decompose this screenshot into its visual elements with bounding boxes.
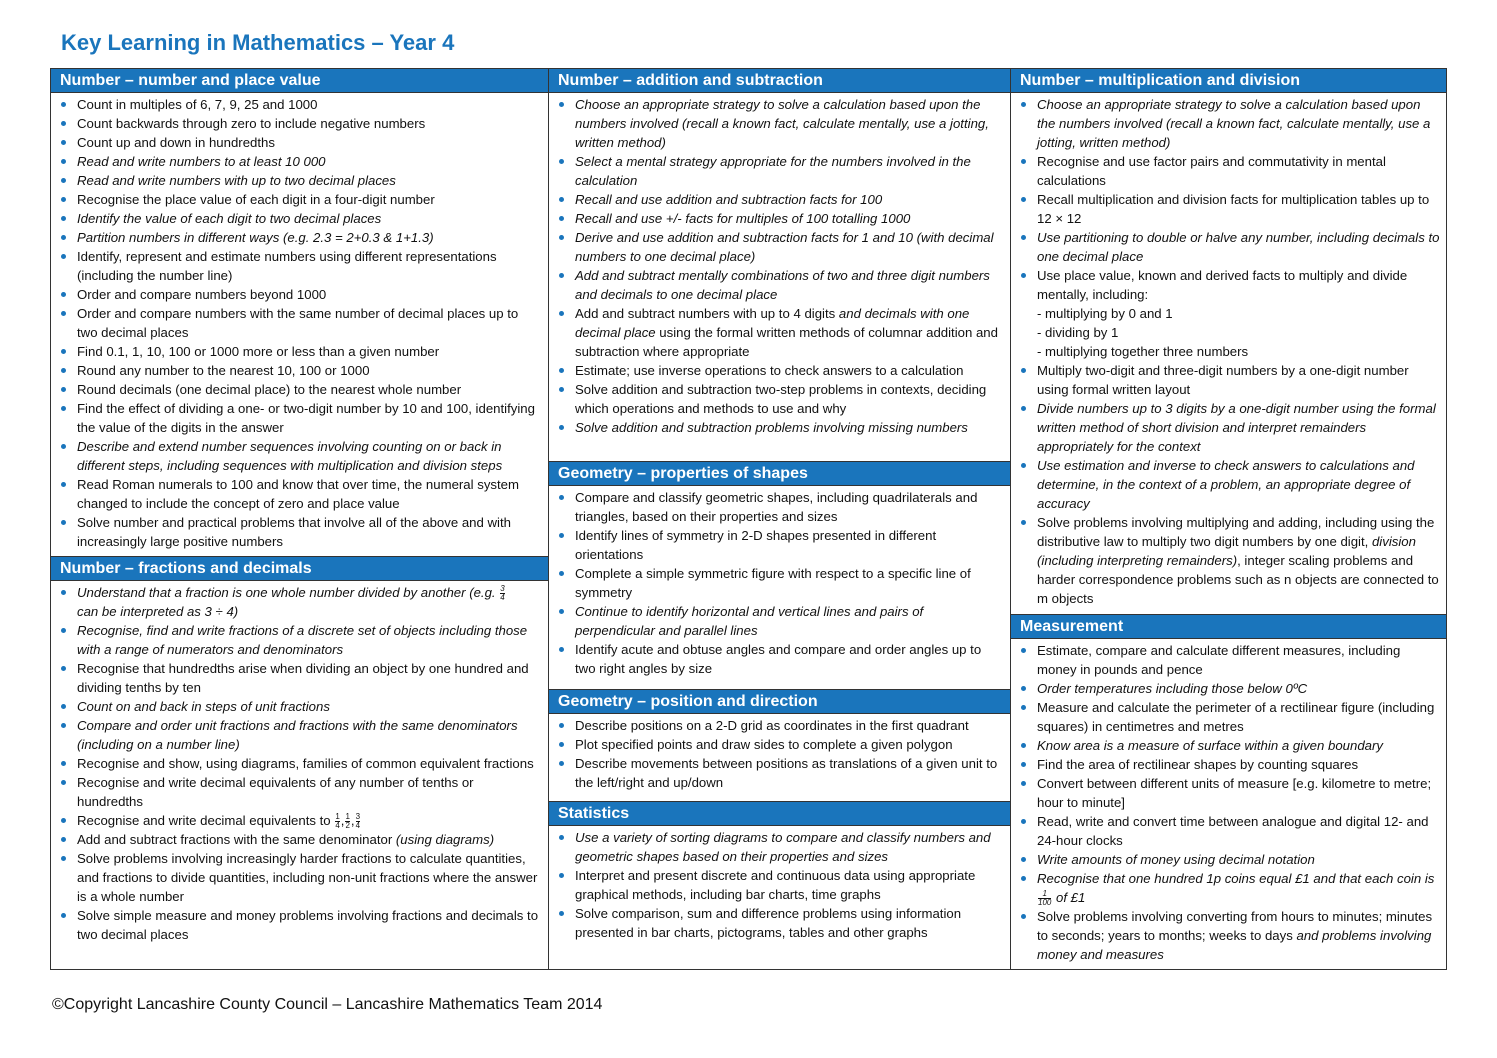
place-value-list bbox=[51, 93, 548, 551]
list-item: Use estimation and inverse to check answers to calculations and determine, in the context of a problem, an appropriate degree of accuracy bbox=[1017, 456, 1440, 513]
list-item: Describe positions on a 2-D grid as coordinates in the first quadrant bbox=[555, 716, 1004, 735]
list-item: Compare and order unit fractions and fractions with the same denominators (including on a number line) bbox=[57, 716, 542, 754]
list-subitem: - multiplying by 0 and 1 bbox=[1037, 306, 1173, 321]
list-item: Know area is a measure of surface within a given boundary bbox=[1017, 736, 1440, 755]
list-item: Choose an appropriate strategy to solve a calculation based upon the numbers involved (recall a known fact, calculate mentally, use a jotting, written method) bbox=[1017, 95, 1440, 152]
item-text: of £1 bbox=[1052, 890, 1086, 905]
mult-div-list bbox=[1011, 93, 1446, 608]
item-text: Solve problems involving multiplying and adding, including using the distributive law to multiply two digit numbers by one digit, bbox=[1037, 515, 1435, 549]
section-heading: Number – fractions and decimals bbox=[51, 557, 548, 581]
list-item: Recall and use +/- facts for multiples of 100 totalling 1000 bbox=[555, 209, 1004, 228]
list-item: Complete a simple symmetric figure with respect to a specific line of symmetry bbox=[555, 564, 1004, 602]
list-item: Measure and calculate the perimeter of a rectilinear figure (including squares) in centimetres and metres bbox=[1017, 698, 1440, 736]
item-text: Solve problems involving converting from hours to minutes; minutes to seconds; years to months; weeks to days bbox=[1037, 909, 1433, 944]
column-2 bbox=[549, 69, 1011, 969]
section-heading: Statistics bbox=[549, 802, 1010, 826]
list-item: Recognise and use factor pairs and commutativity in mental calculations bbox=[1017, 152, 1440, 190]
section-place-value bbox=[51, 69, 548, 556]
list-item: Choose an appropriate strategy to solve a calculation based upon the numbers involved (recall a known fact, calculate mentally, use a jotting, written method) bbox=[555, 95, 1004, 152]
fraction-denominator: 2 bbox=[345, 821, 350, 831]
fraction bbox=[1038, 890, 1051, 907]
list-item: Count up and down in hundredths bbox=[57, 133, 542, 152]
list-item: Count on and back in steps of unit fractions bbox=[57, 697, 542, 716]
fraction bbox=[335, 813, 339, 830]
fraction bbox=[500, 585, 504, 602]
item-text: and problems involving money and measures bbox=[1037, 928, 1432, 963]
section-add-sub bbox=[549, 69, 1010, 461]
list-item: Read and write numbers to at least 10 000 bbox=[57, 152, 542, 171]
page-title: Key Learning in Mathematics – Year 4 bbox=[61, 30, 455, 55]
list-item: Estimate; use inverse operations to check answers to a calculation bbox=[555, 361, 1004, 380]
section-position bbox=[549, 689, 1010, 802]
fraction bbox=[345, 813, 349, 830]
section-heading: Geometry – position and direction bbox=[549, 690, 1010, 714]
fraction-denominator: 4 bbox=[355, 821, 361, 831]
list-item: Write amounts of money using decimal notation bbox=[1017, 850, 1440, 869]
list-item: Partition numbers in different ways (e.g. 2.3 = 2+0.3 & 1+1.3) bbox=[57, 228, 542, 247]
list-subitem: - dividing by 1 bbox=[1037, 325, 1119, 340]
list-item: Compare and classify geometric shapes, including quadrilaterals and triangles, based on their properties and sizes bbox=[555, 488, 1004, 526]
fraction-numerator: 3 bbox=[500, 584, 505, 594]
list-item: Continue to identify horizontal and vertical lines and pairs of perpendicular and parallel lines bbox=[555, 602, 1004, 640]
list-item: Read and write numbers with up to two decimal places bbox=[57, 171, 542, 190]
section-fractions bbox=[51, 556, 548, 969]
list-item: Recall and use addition and subtraction facts for 100 bbox=[555, 190, 1004, 209]
section-statistics bbox=[549, 801, 1010, 969]
measurement-list bbox=[1011, 639, 1446, 964]
list-item bbox=[1017, 869, 1440, 907]
list-item: Interpret and present discrete and continuous data using appropriate graphical methods, including bar charts, time graphs bbox=[555, 866, 1004, 904]
list-item: Divide numbers up to 3 digits by a one-digit number using the formal written method of short division and interpret remainders appropriately for the context bbox=[1017, 399, 1440, 456]
list-item: Solve addition and subtraction problems involving missing numbers bbox=[555, 418, 1004, 437]
list-item bbox=[57, 830, 542, 849]
list-item: Round decimals (one decimal place) to the nearest whole number bbox=[57, 380, 542, 399]
section-mult-div bbox=[1011, 69, 1446, 614]
item-text: Add and subtract numbers with up to 4 digits bbox=[575, 306, 839, 321]
list-item: Estimate, compare and calculate different measures, including money in pounds and pence bbox=[1017, 641, 1440, 679]
column-3 bbox=[1011, 69, 1446, 969]
list-item: Count backwards through zero to include negative numbers bbox=[57, 114, 542, 133]
list-item: Solve simple measure and money problems involving fractions and decimals to two decimal places bbox=[57, 906, 542, 944]
add-sub-list bbox=[549, 93, 1010, 437]
list-item: Read, write and convert time between analogue and digital 12- and 24-hour clocks bbox=[1017, 812, 1440, 850]
list-item: Round any number to the nearest 10, 100 or 1000 bbox=[57, 361, 542, 380]
list-item: Find the effect of dividing a one- or two-digit number by 10 and 100, identifying the value of the digits in the answer bbox=[57, 399, 542, 437]
list-item: Read Roman numerals to 100 and know that over time, the numeral system changed to include the concept of zero and place value bbox=[57, 475, 542, 513]
item-text: (using diagrams) bbox=[395, 832, 495, 848]
fraction-numerator: 1 bbox=[1038, 890, 1051, 899]
list-item: Recognise and write decimal equivalents to $\frac{1}{4}$ , $\frac{1}{2}$ , $\frac{3}{4}$ bbox=[57, 811, 542, 830]
section-shapes bbox=[549, 461, 1010, 690]
section-heading: Number – addition and subtraction bbox=[549, 69, 1010, 93]
list-item: Solve addition and subtraction two-step problems in contexts, deciding which operations and methods to use and why bbox=[555, 380, 1004, 418]
list-item: Use place value, known and derived facts to multiply and divide mentally, including: bbox=[1017, 266, 1440, 304]
list-item: Describe and extend number sequences involving counting on or back in different steps, including sequences with multiplication and division steps bbox=[57, 437, 542, 475]
list-item bbox=[555, 304, 1004, 361]
item-text: division (including interpreting remainders) bbox=[1037, 534, 1416, 568]
section-heading: Measurement bbox=[1011, 615, 1446, 639]
list-item: Multiply two-digit and three-digit numbers by a one-digit number using formal written layout bbox=[1017, 361, 1440, 399]
list-item: Order and compare numbers with the same number of decimal places up to two decimal places bbox=[57, 304, 542, 342]
curriculum-grid bbox=[50, 68, 1447, 970]
item-text: , integer scaling problems and harder correspondence problems such as n objects are connected to m objects bbox=[1037, 553, 1439, 606]
item-text: Recognise and write decimal equivalents to bbox=[77, 813, 335, 829]
item-text: can be interpreted as 3 ÷ 4) bbox=[77, 604, 239, 620]
statistics-list bbox=[549, 826, 1010, 942]
item-text: Understand that a fraction is one whole number divided by another (e.g. bbox=[77, 585, 500, 600]
list-item bbox=[1017, 513, 1440, 608]
item-text: Recognise that one hundred 1p coins equal £1 and that each coin is bbox=[1037, 871, 1435, 886]
list-item: Identify lines of symmetry in 2-D shapes presented in different orientations bbox=[555, 526, 1004, 564]
list-item: Recall multiplication and division facts for multiplication tables up to 12 × 12 bbox=[1017, 190, 1440, 228]
item-text: Add and subtract fractions with the same denominator bbox=[77, 832, 396, 848]
fraction-denominator: 4 bbox=[500, 593, 505, 603]
list-item: Select a mental strategy appropriate for the numbers involved in the calculation bbox=[555, 152, 1004, 190]
fraction-denominator: 100 bbox=[1038, 898, 1052, 908]
list-item: Count in multiples of 6, 7, 9, 25 and 1000 bbox=[57, 95, 542, 114]
position-list bbox=[549, 714, 1010, 792]
shapes-list bbox=[549, 486, 1010, 678]
item-text: using the formal written methods of columnar addition and subtraction where appropriate bbox=[575, 325, 998, 359]
section-heading: Number – number and place value bbox=[51, 69, 548, 93]
copyright-footer: ©Copyright Lancashire County Council – Lancashire Mathematics Team 2014 bbox=[52, 996, 603, 1013]
item-text: and decimals with one decimal place bbox=[575, 306, 970, 340]
list-item: Solve problems involving increasingly harder fractions to calculate quantities, and fractions to divide quantities, including non-unit fractions where the answer is a whole number bbox=[57, 849, 542, 906]
list-item: Recognise, find and write fractions of a discrete set of objects including those with a range of numerators and denominators bbox=[57, 621, 542, 659]
section-measurement bbox=[1011, 614, 1446, 969]
list-item bbox=[57, 583, 542, 621]
list-item: Order temperatures including those below 0ºC bbox=[1017, 679, 1440, 698]
list-item: Use partitioning to double or halve any number, including decimals to one decimal place bbox=[1017, 228, 1440, 266]
list-subitem: - multiplying together three numbers bbox=[1037, 344, 1249, 359]
list-item bbox=[1017, 907, 1440, 964]
list-item: Use a variety of sorting diagrams to compare and classify numbers and geometric shapes based on their properties and sizes bbox=[555, 828, 1004, 866]
list-item: Recognise the place value of each digit in a four-digit number bbox=[57, 190, 542, 209]
list-item: Recognise and write decimal equivalents of any number of tenths or hundredths bbox=[57, 773, 542, 811]
list-item: Plot specified points and draw sides to complete a given polygon bbox=[555, 735, 1004, 754]
list-item: Solve comparison, sum and difference problems using information presented in bar charts, pictograms, tables and other graphs bbox=[555, 904, 1004, 942]
section-heading: Number – multiplication and division bbox=[1011, 69, 1446, 93]
list-item: Recognise that hundredths arise when dividing an object by one hundred and dividing tenths by ten bbox=[57, 659, 542, 697]
list-item: Convert between different units of measure [e.g. kilometre to metre; hour to minute] bbox=[1017, 774, 1440, 812]
section-heading: Geometry – properties of shapes bbox=[549, 462, 1010, 486]
list-item: Identify acute and obtuse angles and compare and order angles up to two right angles by size bbox=[555, 640, 1004, 678]
list-item: Add and subtract mentally combinations of two and three digit numbers and decimals to one decimal place bbox=[555, 266, 1004, 304]
list-item: Find 0.1, 1, 10, 100 or 1000 more or less than a given number bbox=[57, 342, 542, 361]
fraction-numerator: 1 bbox=[335, 812, 340, 822]
list-item: Solve number and practical problems that involve all of the above and with increasingly large positive numbers bbox=[57, 513, 542, 551]
list-item: Derive and use addition and subtraction facts for 1 and 10 (with decimal numbers to one decimal place) bbox=[555, 228, 1004, 266]
fraction-numerator: 3 bbox=[355, 812, 361, 822]
fraction-denominator: 4 bbox=[335, 821, 340, 831]
column-1 bbox=[51, 69, 549, 969]
list-item: Identify, represent and estimate numbers using different representations (including the number line) bbox=[57, 247, 542, 285]
list-item: Identify the value of each digit to two decimal places bbox=[57, 209, 542, 228]
fraction-numerator: 1 bbox=[345, 812, 350, 822]
list-item: Find the area of rectilinear shapes by counting squares bbox=[1017, 755, 1440, 774]
list-item: Recognise and show, using diagrams, families of common equivalent fractions bbox=[57, 754, 542, 773]
fractions-list bbox=[51, 581, 548, 944]
list-item: Describe movements between positions as translations of a given unit to the left/right and up/down bbox=[555, 754, 1004, 792]
list-item: Order and compare numbers beyond 1000 bbox=[57, 285, 542, 304]
fraction bbox=[356, 813, 360, 830]
